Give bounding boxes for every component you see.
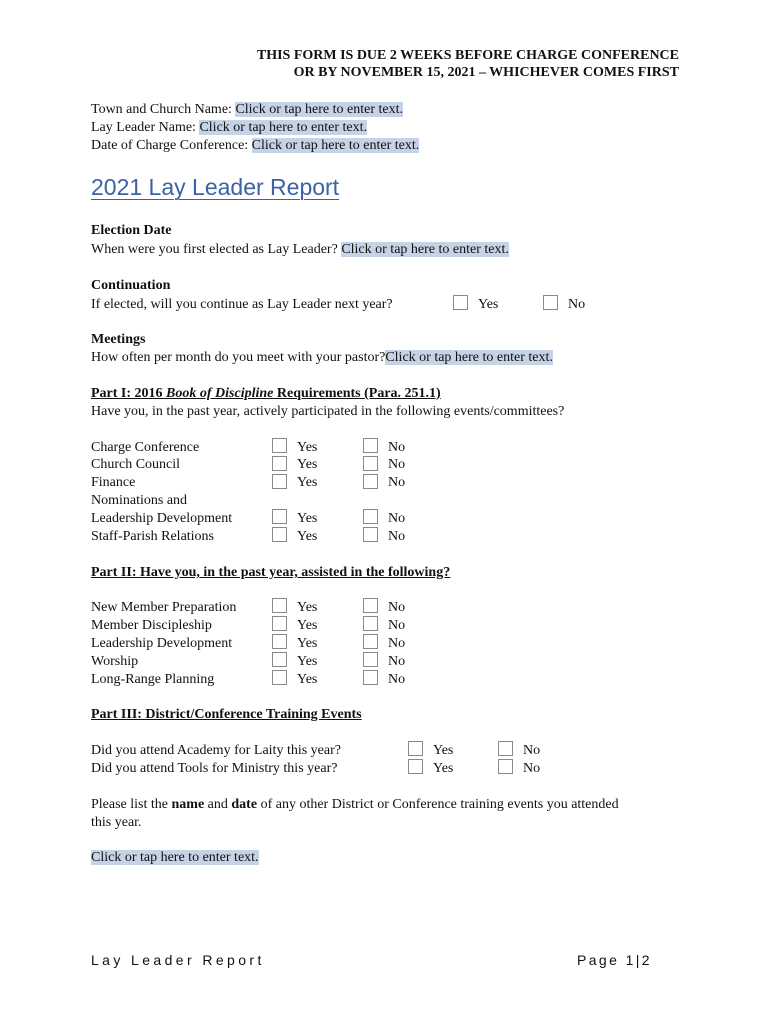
worship-yes-label: Yes: [297, 654, 318, 669]
continuation-yes-label: Yes: [478, 297, 499, 312]
finance-no-checkbox[interactable]: [363, 474, 378, 489]
new-member-no-label: No: [388, 600, 406, 615]
charge-conference-yes-checkbox[interactable]: [272, 438, 287, 453]
worship-no-label: No: [388, 654, 406, 669]
long-range-no-checkbox[interactable]: [363, 670, 378, 685]
part1-item-staff-parish: Staff-Parish Relations: [91, 529, 215, 544]
charge-date-label: Date of Charge Conference:: [91, 138, 252, 153]
tools-yes-checkbox[interactable]: [408, 759, 423, 774]
assist-leadership-yes-label: Yes: [297, 636, 318, 651]
election-field[interactable]: Click or tap here to enter text.: [341, 242, 509, 257]
other-events-text-b: and: [204, 797, 232, 812]
new-member-no-checkbox[interactable]: [363, 598, 378, 613]
page-title: 2021 Lay Leader Report: [91, 174, 340, 200]
footer-page-number: Page 1|2: [577, 952, 652, 968]
continuation-heading: Continuation: [91, 278, 171, 293]
continuation-no-label: No: [568, 297, 586, 312]
part2-heading: Part II: Have you, in the past year, assisted in the following?: [91, 565, 451, 580]
part1-heading-suffix: Requirements (Para. 251.1): [273, 386, 441, 401]
leadership-development-yes-label: Yes: [297, 511, 318, 526]
town-church-row: [91, 101, 403, 118]
assist-leadership-no-label: No: [388, 636, 406, 651]
assist-leadership-no-checkbox[interactable]: [363, 634, 378, 649]
charge-conference-no-checkbox[interactable]: [363, 438, 378, 453]
part2-item-long-range: Long-Range Planning: [91, 672, 215, 687]
lay-leader-label: Lay Leader Name:: [91, 120, 200, 135]
footer-title: Lay Leader Report: [91, 952, 265, 968]
town-church-field[interactable]: Click or tap here to enter text.: [235, 102, 403, 117]
part1-item-finance: Finance: [91, 475, 136, 490]
meetings-question: How often per month do you meet with your pastor?: [91, 350, 386, 365]
part3-item-academy: Did you attend Academy for Laity this year?: [91, 743, 341, 758]
meetings-row: [91, 349, 553, 366]
continuation-yes-checkbox[interactable]: [453, 295, 468, 310]
meetings-field[interactable]: Click or tap here to enter text.: [385, 350, 553, 365]
long-range-yes-checkbox[interactable]: [272, 670, 287, 685]
leadership-development-yes-checkbox[interactable]: [272, 509, 287, 524]
staff-parish-yes-checkbox[interactable]: [272, 527, 287, 542]
charge-conference-no-label: No: [388, 440, 406, 455]
staff-parish-yes-label: Yes: [297, 529, 318, 544]
member-discipleship-yes-label: Yes: [297, 618, 318, 633]
worship-yes-checkbox[interactable]: [272, 652, 287, 667]
charge-conference-yes-label: Yes: [297, 440, 318, 455]
part1-heading-prefix: Part I: 2016: [91, 386, 167, 401]
other-events-text-c: of any other District or Conference training events you attended: [257, 797, 619, 812]
academy-no-label: No: [523, 743, 541, 758]
new-member-yes-checkbox[interactable]: [272, 598, 287, 613]
leadership-development-no-checkbox[interactable]: [363, 509, 378, 524]
member-discipleship-no-label: No: [388, 618, 406, 633]
academy-no-checkbox[interactable]: [498, 741, 513, 756]
part3-item-tools: Did you attend Tools for Ministry this year?: [91, 761, 338, 776]
election-heading: Election Date: [91, 223, 172, 238]
part2-item-new-member: New Member Preparation: [91, 600, 237, 615]
part1-item-nominations: Nominations and: [91, 493, 188, 508]
other-events-row: [91, 849, 259, 866]
new-member-yes-label: Yes: [297, 600, 318, 615]
continuation-question: If elected, will you continue as Lay Leader next year?: [91, 297, 393, 312]
other-events-field[interactable]: Click or tap here to enter text.: [91, 850, 259, 865]
part1-item-church-council: Church Council: [91, 457, 181, 472]
lay-leader-field[interactable]: Click or tap here to enter text.: [199, 120, 368, 135]
tools-no-checkbox[interactable]: [498, 759, 513, 774]
charge-date-field[interactable]: Click or tap here to enter text.: [251, 138, 420, 153]
assist-leadership-yes-checkbox[interactable]: [272, 634, 287, 649]
election-question: When were you first elected as Lay Leader?: [91, 242, 342, 257]
finance-yes-checkbox[interactable]: [272, 474, 287, 489]
other-events-line-1: [91, 796, 619, 813]
staff-parish-no-checkbox[interactable]: [363, 527, 378, 542]
part1-item-leadership-development: Leadership Development: [91, 511, 233, 526]
part2-item-worship: Worship: [91, 654, 139, 669]
church-council-yes-label: Yes: [297, 457, 318, 472]
election-row: [91, 241, 509, 258]
member-discipleship-no-checkbox[interactable]: [363, 616, 378, 631]
part2-item-leadership-development: Leadership Development: [91, 636, 233, 651]
worship-no-checkbox[interactable]: [363, 652, 378, 667]
other-events-bold-date: date: [231, 797, 258, 812]
part1-heading: [91, 385, 441, 402]
lay-leader-row: [91, 119, 367, 136]
long-range-yes-label: Yes: [297, 672, 318, 687]
other-events-line-2: this year.: [91, 815, 142, 830]
tools-no-label: No: [523, 761, 541, 776]
due-notice: [257, 47, 679, 81]
part2-item-member-discipleship: Member Discipleship: [91, 618, 212, 633]
other-events-bold-name: name: [171, 797, 205, 812]
long-range-no-label: No: [388, 672, 406, 687]
part1-item-charge-conference: Charge Conference: [91, 440, 200, 455]
finance-yes-label: Yes: [297, 475, 318, 490]
tools-yes-label: Yes: [433, 761, 454, 776]
leadership-development-no-label: No: [388, 511, 406, 526]
part3-heading: Part III: District/Conference Training Events: [91, 707, 362, 722]
other-events-text-a: Please list the: [91, 797, 172, 812]
town-church-label: Town and Church Name:: [91, 102, 236, 117]
church-council-no-label: No: [388, 457, 406, 472]
academy-yes-label: Yes: [433, 743, 454, 758]
part1-heading-book: Book of Discipline: [166, 386, 274, 401]
member-discipleship-yes-checkbox[interactable]: [272, 616, 287, 631]
part1-question: Have you, in the past year, actively participated in the following events/committees?: [91, 404, 565, 419]
academy-yes-checkbox[interactable]: [408, 741, 423, 756]
charge-date-row: [91, 137, 419, 154]
church-council-yes-checkbox[interactable]: [272, 456, 287, 471]
due-notice-line-1: THIS FORM IS DUE 2 WEEKS BEFORE CHARGE CONFERENCE: [256, 48, 679, 63]
finance-no-label: No: [388, 475, 406, 490]
due-notice-line-2: OR BY NOVEMBER 15, 2021 – WHICHEVER COMES FIRST: [293, 65, 679, 80]
staff-parish-no-label: No: [388, 529, 406, 544]
church-council-no-checkbox[interactable]: [363, 456, 378, 471]
meetings-heading: Meetings: [91, 332, 146, 347]
continuation-no-checkbox[interactable]: [543, 295, 558, 310]
